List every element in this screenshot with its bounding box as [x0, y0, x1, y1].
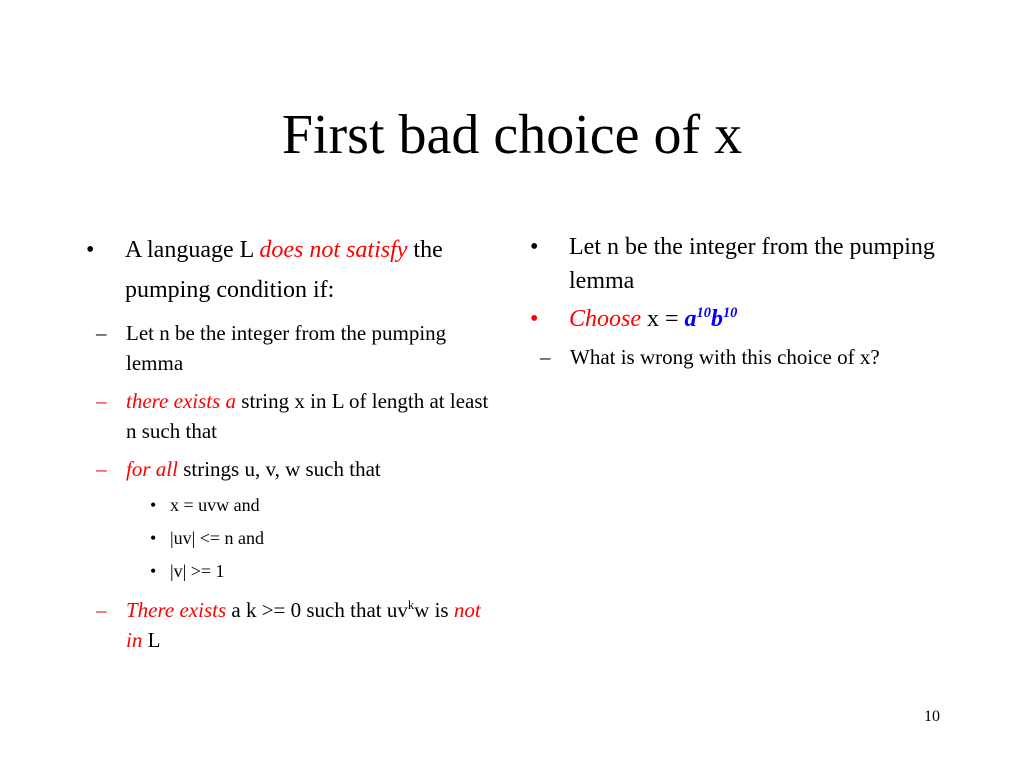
bullet-dot: •	[530, 234, 539, 260]
sub-let-n: – Let n be the integer from the pumping lemma	[80, 318, 500, 378]
sub-what-is-wrong: – What is wrong with this choice of x?	[524, 342, 974, 372]
dash-bullet: –	[96, 598, 107, 622]
subsub-x-uvw: • x = uvw and	[150, 495, 260, 515]
bullet-dot: •	[150, 561, 157, 581]
bullet-choose-x: • Choose $x = a^{10}b^{10}$	[524, 302, 974, 336]
subsub-uv-le-n: • |uv| <= n and	[150, 528, 264, 548]
bullet-dot: •	[86, 237, 95, 263]
page-number: 10	[924, 708, 940, 725]
bullet-let-n: • Let n be the integer from the pumping lemma	[524, 230, 974, 298]
bullet-dot: •	[150, 495, 157, 515]
sub-there-exists-k: – There exists a k >= 0 such that $uv^kw$ is not in L	[80, 595, 500, 655]
bullet-language-condition: • A language L does not satisfy the pumping condition if:	[80, 230, 500, 310]
sub-for-all: – for all strings u, v, w such that	[80, 454, 500, 484]
left-column	[80, 230, 500, 655]
sub-there-exists-a: – there exists a string x in L of length at least n such that	[80, 386, 500, 446]
bullet-dot: •	[150, 528, 157, 548]
dash-bullet: –	[96, 389, 107, 413]
subsub-v-ge-1: • |v| >= 1	[150, 561, 225, 581]
dash-bullet: –	[96, 321, 107, 345]
dash-bullet: –	[96, 457, 107, 481]
bullet-dot: •	[530, 306, 539, 332]
dash-bullet: –	[540, 345, 551, 369]
slide-title: First bad choice of x	[281, 104, 743, 166]
right-column	[524, 230, 974, 372]
